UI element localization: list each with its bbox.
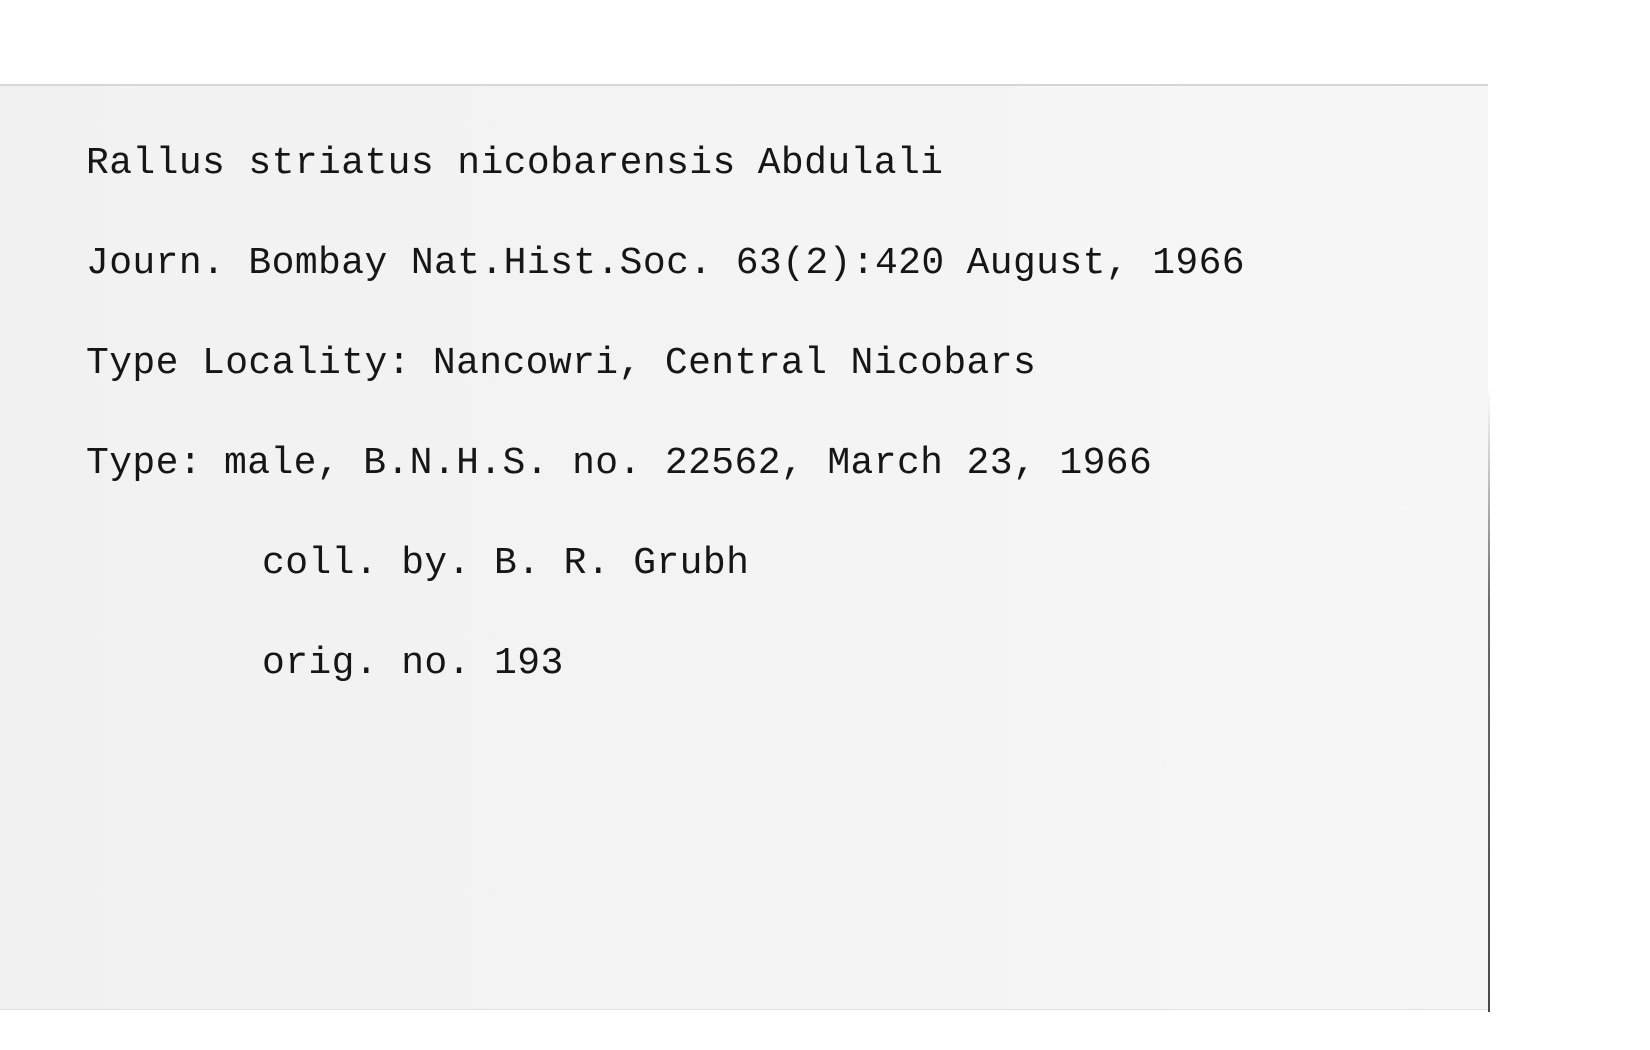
- index-card: [0, 84, 1488, 1010]
- type-locality-line: [86, 342, 1036, 386]
- journal-name: Journ. Bombay Nat.Hist.Soc.: [86, 242, 713, 285]
- type-value: male, B.N.H.S. no. 22562, March 23, 1966: [224, 442, 1153, 485]
- type-line: [86, 442, 1152, 486]
- journal-reference: 63(2):420: [735, 242, 945, 285]
- citation-line: [86, 242, 1245, 286]
- type-locality-value: Nancowri, Central Nicobars: [432, 342, 1037, 385]
- collector-line: coll. by. B. R. Grubh: [262, 542, 750, 585]
- original-number-line: orig. no. 193: [262, 642, 564, 685]
- type-label: Type:: [86, 442, 203, 485]
- taxon-name: Rallus striatus nicobarensis: [86, 142, 736, 185]
- taxon-author: Abdulali: [757, 142, 944, 185]
- taxon-line: [86, 142, 943, 186]
- publication-date: August, 1966: [966, 242, 1246, 285]
- type-locality-label: Type Locality:: [86, 342, 411, 385]
